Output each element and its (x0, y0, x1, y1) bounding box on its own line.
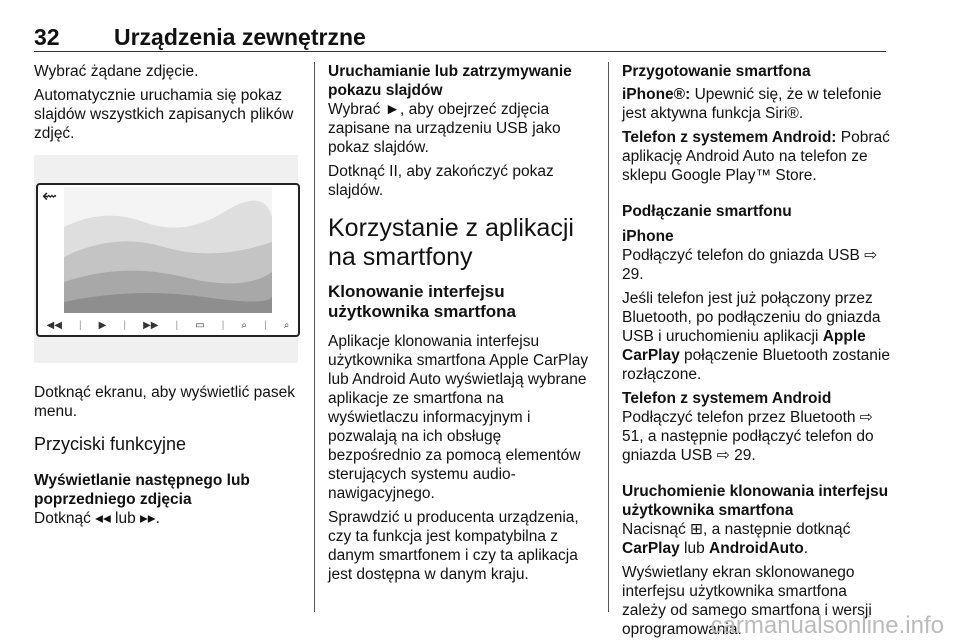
text: Jeśli telefon jest już połączony przez Bluetooth, po podłączeniu do gniazda USB i uruchomieniu aplikacji (622, 290, 881, 345)
subheading: iPhone (622, 228, 674, 245)
page-number: 32 (34, 24, 60, 50)
play-icon[interactable]: ▶ (98, 319, 107, 331)
rewind-icon[interactable]: ◀◀ (46, 319, 62, 331)
paragraph: Wybrać żądane zdjęcie. (34, 63, 199, 80)
paragraph: Wybrać ►, aby obejrzeć zdjęcia zapisane na urządzeniu USB jako pokaz slajdów. (328, 101, 561, 156)
paragraph: Dotknąć II, aby zakończyć pokaz slajdów. (328, 163, 554, 199)
subheading: Uruchamianie lub zatrzymywanie pokazu slajdów (328, 63, 572, 99)
subheading: Podłączanie smartfonu (622, 203, 792, 220)
column-1 (34, 62, 302, 533)
page-header (34, 24, 886, 54)
control-bar: ◀◀ | ▶ | ▶▶ | ▭ | ⌕ | ⌕ (46, 319, 290, 331)
chapter-heading: Korzystanie z aplikacji na smartfony (328, 214, 574, 271)
text: . (803, 540, 809, 557)
text: AndroidAuto (709, 540, 804, 557)
subheading: Przygotowanie smartfona (622, 63, 811, 80)
zoom-in-icon[interactable]: ⌕ (283, 319, 290, 331)
paragraph: Sprawdzić u producenta urządzenia, czy ta funkcja jest kompatybilna z danym smartfonem i czy ta aplikacja jest dostępna w danym kraju. (328, 509, 579, 583)
mountain-photo (64, 187, 272, 313)
paragraph: Podłączyć telefon przez Bluetooth ⇨ 51, a następnie podłączyć telefon do gniazda USB ⇨ 29. (622, 409, 874, 464)
paragraph (622, 128, 890, 185)
fast-forward-icon[interactable]: ▶▶ (143, 319, 159, 331)
paragraph (622, 85, 890, 123)
photo-viewer-screen (36, 183, 300, 337)
text: Pobrać aplikację Android Auto na telefon ze sklepu Google Play™ Store. (622, 129, 890, 184)
paragraph (622, 289, 890, 384)
column-divider-2 (608, 62, 609, 612)
watermark: carmanualsonline.info (710, 612, 944, 639)
zoom-out-icon[interactable]: ⌕ (241, 319, 248, 331)
text: CarPlay (622, 540, 680, 557)
paragraph: Aplikacje klonowania interfejsu użytkownika smartfona Apple CarPlay lub Android Auto wyświetlają wybrane aplikacje ze smartfona na wyświetlaczu informacyjnym i pozwalają na ich obsługę bezpośrednio za pomocą elementów sterujących systemu audio-nawigacyjnego. (328, 333, 589, 502)
text: Upewnić się, że w telefonie jest aktywna funkcja Siri®. (622, 86, 882, 122)
term-label: iPhone®: (622, 86, 691, 103)
term-label: Telefon z systemem Android: (622, 129, 837, 146)
header-rule (34, 51, 886, 52)
column-2 (328, 62, 596, 589)
section-heading: Przyciski funkcyjne (34, 434, 187, 454)
view-icon[interactable]: ▭ (195, 319, 205, 331)
section-heading: Klonowanie interfejsu użytkownika smartfona (328, 282, 516, 321)
text: połączenie Bluetooth zostanie rozłączone. (622, 347, 890, 383)
text: lub (679, 540, 710, 557)
paragraph: Dotknąć ekranu, aby wyświetlić pasek menu. (34, 384, 296, 420)
back-arrow-icon: ⇜ (42, 186, 58, 206)
subheading: Wyświetlanie następnego lub poprzedniego zdjęcia (34, 472, 250, 508)
page-title: Urządzenia zewnętrzne (114, 24, 366, 50)
column-divider-1 (314, 62, 315, 612)
paragraph: Wyświetlany ekran sklonowanego interfejsu użytkownika smartfona zależy od samego smartfona i wersji oprogramowania. (622, 564, 872, 638)
paragraph: Dotknąć ◂◂ lub ▸▸. (34, 510, 160, 527)
subheading: Uruchomienie klonowania interfejsu użytkownika smartfona (622, 483, 889, 519)
text: Apple CarPlay (622, 328, 866, 364)
subheading: Telefon z systemem Android (622, 390, 832, 407)
column-3 (622, 62, 890, 644)
paragraph (622, 520, 890, 558)
paragraph: Automatycznie uruchamia się pokaz slajdów wszystkich zapisanych plików zdjęć. (34, 87, 294, 142)
text: Nacisnąć ⊞, a następnie dotknąć (622, 521, 851, 538)
paragraph: Podłączyć telefon do gniazda USB ⇨ 29. (622, 247, 878, 283)
photo-viewer-figure (34, 155, 298, 363)
